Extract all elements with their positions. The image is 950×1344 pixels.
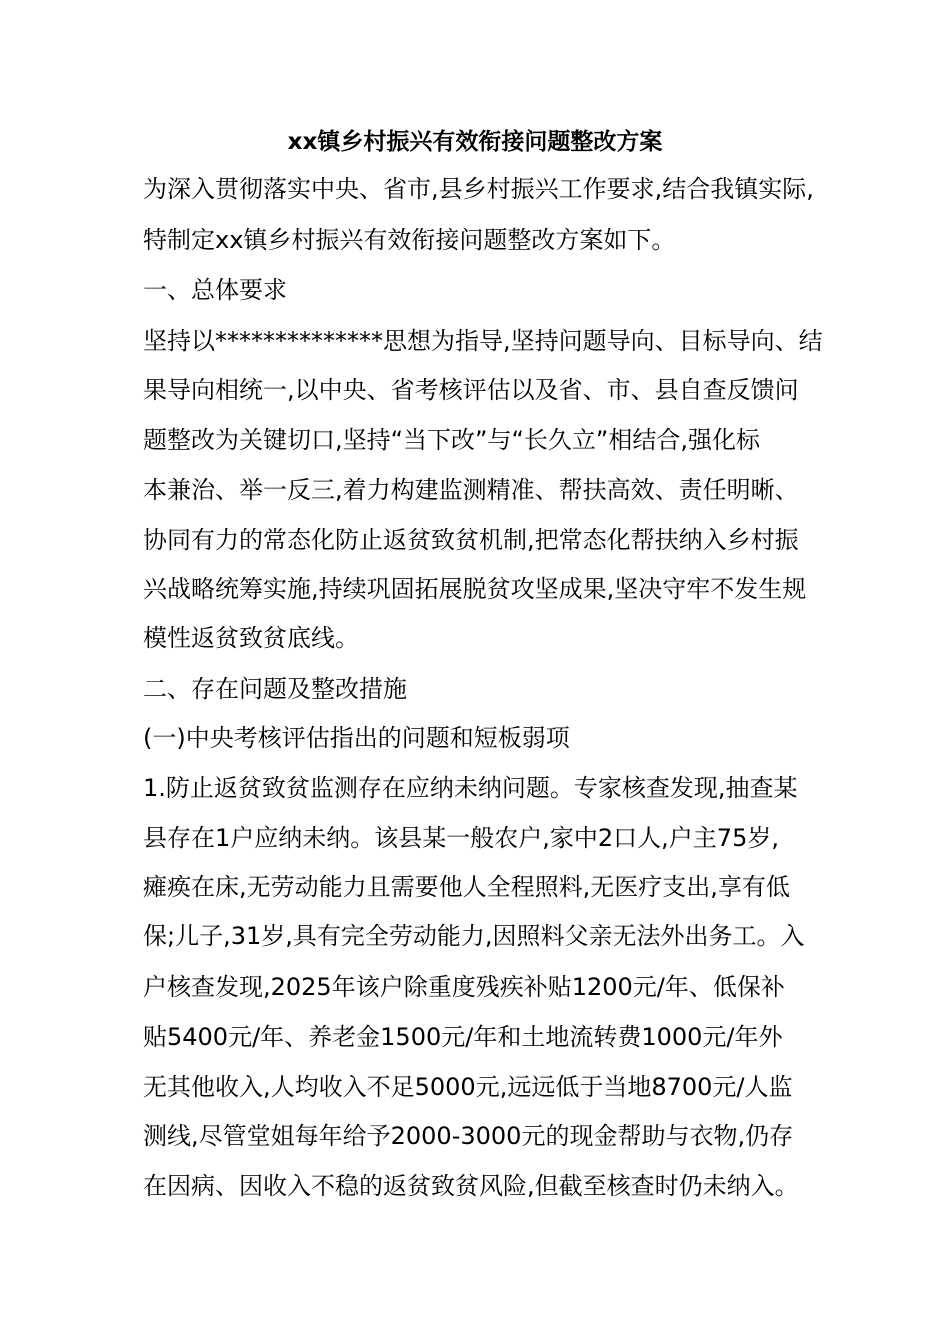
paragraph-line: 保;儿子,31岁,具有完全劳动能力,因照料父亲无法外出务工。入 [143, 922, 805, 950]
paragraph-line: 在因病、因收入不稳的返贫致贫风险,但截至核查时仍未纳入。 [143, 1172, 799, 1200]
paragraph-line: 协同有力的常态化防止返贫致贫机制,把常态化帮扶纳入乡村振 [143, 526, 799, 554]
paragraph-line: 1.防止返贫致贫监测存在应纳未纳问题。专家核查发现,抽查某 [143, 774, 798, 802]
paragraph-line: 模性返贫致贫底线。 [143, 624, 359, 652]
paragraph-line: 户核查发现,2025年该户除重度残疾补贴1200元/年、低保补 [143, 973, 785, 1001]
subsection-heading: (一)中央考核评估指出的问题和短板弱项 [143, 724, 570, 752]
paragraph-line: 县存在1户应纳未纳。该县某一般农户,家中2口人,户主75岁, [143, 824, 779, 852]
paragraph-line: 兴战略统筹实施,持续巩固拓展脱贫攻坚成果,坚决守牢不发生规 [143, 575, 807, 603]
paragraph-line: 本兼治、举一反三,着力构建监测精准、帮扶高效、责任明晰、 [143, 476, 799, 504]
section-heading: 二、存在问题及整改措施 [143, 675, 407, 703]
paragraph-line: 特制定xx镇乡村振兴有效衔接问题整改方案如下。 [143, 226, 676, 254]
document-title: xx镇乡村振兴有效衔接问题整改方案 [287, 129, 663, 155]
paragraph-line: 瘫痪在床,无劳动能力且需要他人全程照料,无医疗支出,享有低 [143, 873, 790, 901]
paragraph-line: 无其他收入,人均收入不足5000元,远远低于当地8700元/人监 [143, 1073, 793, 1101]
paragraph-line: 题整改为关键切口,坚持“当下改”与“长久立”相结合,强化标 [143, 426, 760, 454]
paragraph-line: 坚持以**************思想为指导,坚持问题导向、目标导向、结 [143, 327, 823, 355]
paragraph-line: 为深入贯彻落实中央、省市,县乡村振兴工作要求,结合我镇实际, [143, 175, 814, 203]
section-heading: 一、总体要求 [143, 276, 287, 304]
paragraph-line: 果导向相统一,以中央、省考核评估以及省、市、县自查反馈问 [143, 376, 799, 404]
paragraph-line: 测线,尽管堂姐每年给予2000-3000元的现金帮助与衣物,仍存 [143, 1122, 794, 1150]
paragraph-line: 贴5400元/年、养老金1500元/年和土地流转费1000元/年外 [143, 1023, 783, 1051]
